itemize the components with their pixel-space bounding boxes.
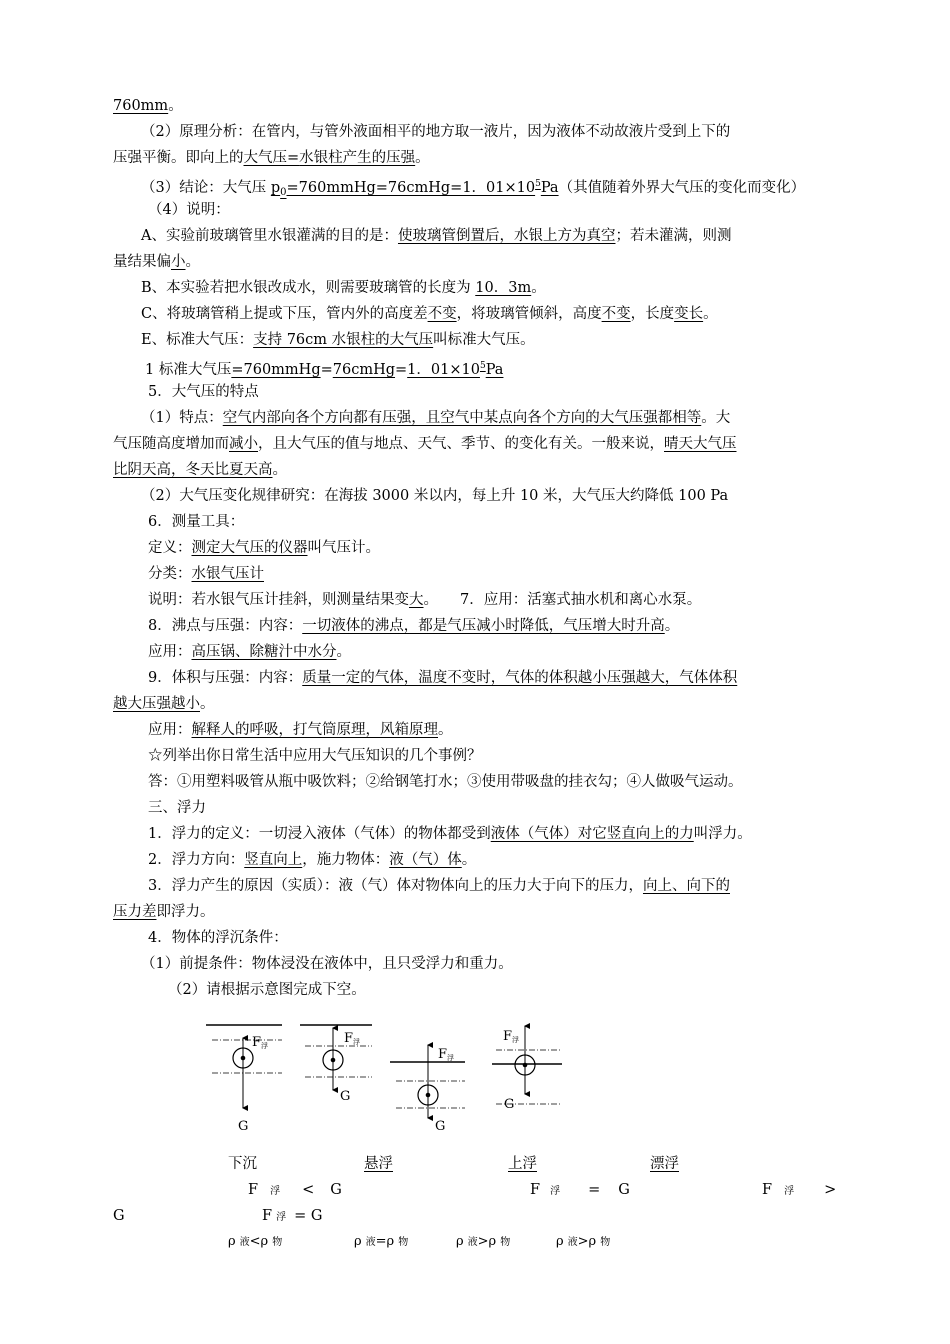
buoyancy-diagram xyxy=(200,1018,580,1138)
line-11: 1 标准大气压=760mmHg=76cmHg=1．$01\times 10^5Pa$ xyxy=(145,361,504,378)
relation-rise: F 浮 > xyxy=(762,1182,837,1198)
line-28: 三、浮力 xyxy=(148,800,206,816)
sink-f-label: F浮 xyxy=(252,1035,269,1050)
state-suspend: 悬浮 xyxy=(364,1156,393,1172)
suspend-g-label: G xyxy=(340,1089,351,1104)
line-16: （2）大气压变化规律研究：在海拔 3000 米以内，每上升 10 米，大气压大约降低 100 Pa xyxy=(141,488,729,504)
density-sink: ρ 液<ρ 物 xyxy=(228,1234,283,1249)
sink-figure xyxy=(206,1025,282,1134)
line-3: 压强平衡。即向上的大气压=水银柱产生的压强。 xyxy=(113,150,430,166)
line-32: 压力差即浮力。 xyxy=(113,904,215,920)
line-5: （4）说明： xyxy=(148,202,230,218)
float-g-label: G xyxy=(504,1097,515,1112)
suspend-f-label: F浮 xyxy=(344,1031,361,1046)
line-15: 比阴天高，冬天比夏天高。 xyxy=(113,462,287,478)
sink-g-label: G xyxy=(238,1119,249,1134)
relation-float: F 浮 = G xyxy=(262,1208,323,1224)
density-suspend: ρ 液=ρ 物 xyxy=(354,1234,409,1249)
float-f-label: F浮 xyxy=(503,1029,520,1044)
line-14: 气压随高度增加而减小，且大气压的值与地点、天气、季节、的变化有关。一般来说，晴天大气压 xyxy=(113,436,737,452)
line-22: 应用：高压锅、除糖汁中水分。 xyxy=(148,644,351,660)
line-23: 9．体积与压强：内容：质量一定的气体，温度不变时，气体的体积越小压强越大，气体体积 xyxy=(148,670,738,686)
density-float: ρ 液>ρ 物 xyxy=(556,1234,611,1249)
line-21: 8．沸点与压强：内容：一切液体的沸点，都是气压减小时降低，气压增大时升高。 xyxy=(148,618,680,634)
relation-rise-g: G xyxy=(113,1208,125,1224)
state-rise: 上浮 xyxy=(508,1156,537,1172)
line-33: 4．物体的浮沉条件： xyxy=(148,930,288,946)
line-2: （2）原理分析：在管内，与管外液面相平的地方取一液片，因为液体不动故液片受到上下的 xyxy=(141,124,731,140)
line-34: （1）前提条件：物体浸没在液体中，且只受浮力和重力。 xyxy=(141,956,513,972)
line-31: 3．浮力产生的原因（实质）：液（气）体对物体向上的压力大于向下的压力，向上、向下的 xyxy=(148,878,730,894)
line-4: （3）结论：大气压 $p_0=760mmHg=76cmHg=1$．$01\times 10^5Pa$（其值随着外界大气压的变化而变化） xyxy=(141,179,806,198)
density-rise: ρ 液>ρ 物 xyxy=(456,1234,511,1249)
rise-f-label: F浮 xyxy=(438,1047,455,1062)
state-float: 漂浮 xyxy=(650,1156,679,1172)
rise-figure xyxy=(390,1045,465,1134)
line-26: ☆列举出你日常生活中应用大气压知识的几个事例？ xyxy=(148,748,482,764)
line-29: 1．浮力的定义：一切浸入液体（气体）的物体都受到液体（气体）对它竖直向上的力叫浮力。 xyxy=(148,826,752,842)
rise-g-label: G xyxy=(435,1119,446,1134)
state-sink: 下沉 xyxy=(228,1156,257,1172)
line-24: 越大压强越小。 xyxy=(113,696,215,712)
line-13: （1）特点：空气内部向各个方向都有压强，且空气中某点向各个方向的大气压强都相等。大 xyxy=(141,410,731,426)
line-9: C、将玻璃管稍上提或下压，管内外的高度差不变，将玻璃管倾斜，高度不变，长度变长。 xyxy=(141,306,718,322)
line-8: B、本实验若把水银改成水，则需要玻璃管的长度为 10．3m。 xyxy=(141,280,546,296)
relation-suspend: F 浮 = G xyxy=(530,1182,630,1198)
line-20: 说明：若水银气压计挂斜，则测量结果变大。 7．应用：活塞式抽水机和离心水泵。 xyxy=(148,592,702,608)
line-19: 分类：水银气压计 xyxy=(148,566,264,582)
line-35: （2）请根据示意图完成下空。 xyxy=(168,982,366,998)
relation-sink: F 浮 < G xyxy=(248,1182,342,1198)
line-7: 量结果偏小。 xyxy=(113,254,200,270)
float-figure xyxy=(492,1026,562,1112)
line-25: 应用：解释人的呼吸，打气筒原理，风箱原理。 xyxy=(148,722,453,738)
line-6: A、实验前玻璃管里水银灌满的目的是：使玻璃管倒置后，水银上方为真空；若未灌满，则测 xyxy=(141,228,732,244)
suspend-figure xyxy=(300,1025,372,1104)
line-17: 6．测量工具： xyxy=(148,514,245,530)
line-30: 2．浮力方向：竖直向上，施力物体：液（气）体。 xyxy=(148,852,477,868)
line-1: 760mm。 xyxy=(113,98,183,114)
line-12: 5．大气压的特点 xyxy=(148,384,259,400)
line-10: E、标准大气压：支持 76cm 水银柱的大气压叫标准大气压。 xyxy=(141,332,535,348)
line-27: 答：①用塑料吸管从瓶中吸饮料；②给钢笔打水；③使用带吸盘的挂衣勾；④人做吸气运动。 xyxy=(148,774,743,790)
line-18: 定义：测定大气压的仪器叫气压计。 xyxy=(148,540,380,556)
